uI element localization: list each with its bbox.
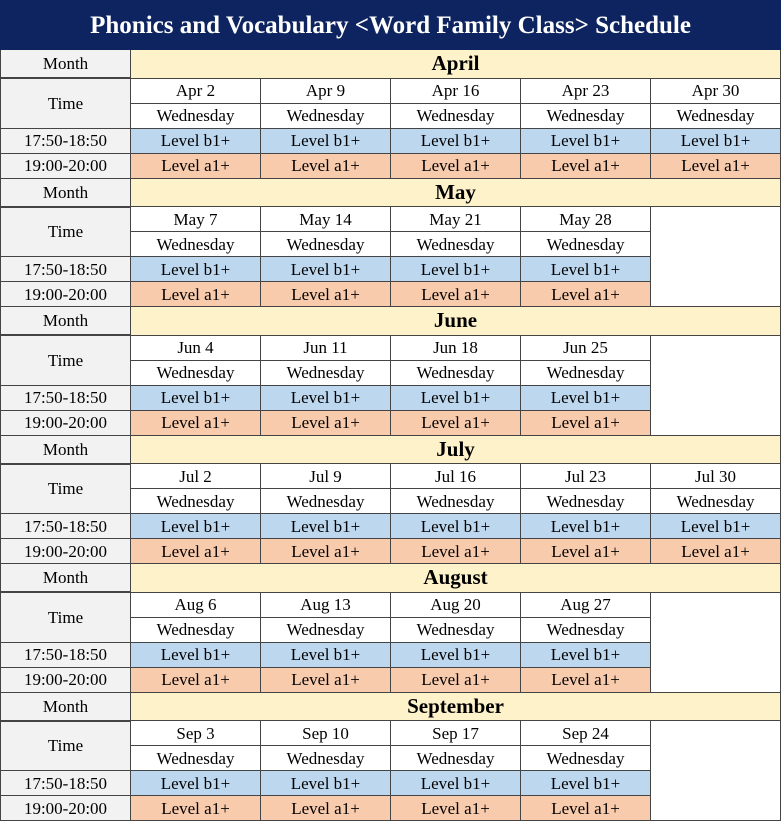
month-label: Month <box>1 692 131 721</box>
level-a1-cell: Level a1+ <box>521 539 651 564</box>
time-slot-b1: 17:50-18:50 <box>1 771 131 796</box>
time-slot-a1: 19:00-20:00 <box>1 796 131 821</box>
weekday-cell: Wednesday <box>131 232 261 257</box>
weekday-cell: Wednesday <box>391 489 521 514</box>
level-b1-cell: Level b1+ <box>391 642 521 667</box>
date-cell: Sep 17 <box>391 721 521 746</box>
date-row <box>1 464 781 489</box>
level-b1-cell: Level b1+ <box>131 385 261 410</box>
month-label: Month <box>1 307 131 336</box>
date-cell: Jun 4 <box>131 335 261 360</box>
level-b1-cell: Level b1+ <box>261 128 391 153</box>
level-a1-cell: Level a1+ <box>131 282 261 307</box>
date-row <box>1 335 781 360</box>
level-a1-cell: Level a1+ <box>521 796 651 821</box>
empty-cell <box>651 207 781 307</box>
weekday-cell: Wednesday <box>521 617 651 642</box>
weekday-cell: Wednesday <box>131 617 261 642</box>
level-a1-cell: Level a1+ <box>261 796 391 821</box>
weekday-cell: Wednesday <box>391 617 521 642</box>
time-slot-a1: 19:00-20:00 <box>1 667 131 692</box>
date-cell: Apr 23 <box>521 78 651 103</box>
date-cell: May 28 <box>521 207 651 232</box>
date-cell: May 14 <box>261 207 391 232</box>
date-cell: Apr 9 <box>261 78 391 103</box>
weekday-cell: Wednesday <box>261 746 391 771</box>
weekday-cell: Wednesday <box>391 103 521 128</box>
weekday-cell: Wednesday <box>521 489 651 514</box>
level-b1-row <box>1 514 781 539</box>
level-a1-cell: Level a1+ <box>521 667 651 692</box>
level-a1-row <box>1 539 781 564</box>
date-cell: May 21 <box>391 207 521 232</box>
time-label: Time <box>1 592 131 642</box>
level-b1-cell: Level b1+ <box>521 128 651 153</box>
level-a1-cell: Level a1+ <box>261 410 391 435</box>
level-b1-cell: Level b1+ <box>261 257 391 282</box>
date-cell: Jul 23 <box>521 464 651 489</box>
level-b1-row <box>1 128 781 153</box>
level-a1-cell: Level a1+ <box>131 539 261 564</box>
date-cell: Sep 3 <box>131 721 261 746</box>
date-row <box>1 592 781 617</box>
level-b1-cell: Level b1+ <box>261 771 391 796</box>
empty-cell <box>651 721 781 821</box>
time-slot-b1: 17:50-18:50 <box>1 385 131 410</box>
date-cell: Jul 9 <box>261 464 391 489</box>
date-row <box>1 78 781 103</box>
level-a1-cell: Level a1+ <box>651 153 781 178</box>
level-a1-cell: Level a1+ <box>131 667 261 692</box>
level-a1-cell: Level a1+ <box>261 282 391 307</box>
month-header-row <box>1 307 781 336</box>
level-b1-cell: Level b1+ <box>651 514 781 539</box>
date-cell: Apr 30 <box>651 78 781 103</box>
level-a1-cell: Level a1+ <box>391 796 521 821</box>
weekday-cell: Wednesday <box>261 489 391 514</box>
level-b1-cell: Level b1+ <box>521 514 651 539</box>
level-b1-cell: Level b1+ <box>131 771 261 796</box>
level-a1-cell: Level a1+ <box>521 282 651 307</box>
level-b1-cell: Level b1+ <box>391 771 521 796</box>
weekday-cell: Wednesday <box>261 232 391 257</box>
date-cell: Jun 11 <box>261 335 391 360</box>
date-cell: Jul 2 <box>131 464 261 489</box>
date-cell: Aug 27 <box>521 592 651 617</box>
date-row <box>1 207 781 232</box>
weekday-cell: Wednesday <box>261 103 391 128</box>
empty-cell <box>651 592 781 692</box>
empty-cell <box>651 335 781 435</box>
weekday-cell: Wednesday <box>261 360 391 385</box>
time-label: Time <box>1 78 131 128</box>
level-a1-cell: Level a1+ <box>261 667 391 692</box>
level-b1-cell: Level b1+ <box>521 257 651 282</box>
level-a1-cell: Level a1+ <box>391 539 521 564</box>
time-label: Time <box>1 721 131 771</box>
level-a1-cell: Level a1+ <box>521 153 651 178</box>
level-a1-cell: Level a1+ <box>261 539 391 564</box>
date-cell: Apr 2 <box>131 78 261 103</box>
weekday-cell: Wednesday <box>521 360 651 385</box>
month-header-row <box>1 692 781 721</box>
weekday-cell: Wednesday <box>131 746 261 771</box>
month-label: Month <box>1 50 131 79</box>
time-slot-b1: 17:50-18:50 <box>1 642 131 667</box>
month-name: June <box>131 307 781 336</box>
date-cell: Jun 18 <box>391 335 521 360</box>
date-row <box>1 721 781 746</box>
level-b1-cell: Level b1+ <box>521 642 651 667</box>
level-b1-cell: Level b1+ <box>261 385 391 410</box>
time-label: Time <box>1 207 131 257</box>
weekday-cell: Wednesday <box>261 617 391 642</box>
time-slot-b1: 17:50-18:50 <box>1 257 131 282</box>
level-b1-cell: Level b1+ <box>391 514 521 539</box>
time-slot-a1: 19:00-20:00 <box>1 282 131 307</box>
level-a1-row <box>1 153 781 178</box>
weekday-cell: Wednesday <box>391 746 521 771</box>
date-cell: Jul 30 <box>651 464 781 489</box>
level-b1-cell: Level b1+ <box>521 771 651 796</box>
month-name: May <box>131 178 781 207</box>
level-b1-cell: Level b1+ <box>391 385 521 410</box>
weekday-cell: Wednesday <box>131 489 261 514</box>
month-header-row <box>1 50 781 79</box>
level-b1-cell: Level b1+ <box>391 128 521 153</box>
level-b1-cell: Level b1+ <box>131 257 261 282</box>
time-slot-a1: 19:00-20:00 <box>1 410 131 435</box>
weekday-cell: Wednesday <box>651 103 781 128</box>
level-a1-cell: Level a1+ <box>391 667 521 692</box>
date-cell: Aug 20 <box>391 592 521 617</box>
month-name: April <box>131 50 781 79</box>
month-header-row <box>1 435 781 464</box>
level-a1-cell: Level a1+ <box>391 410 521 435</box>
level-b1-cell: Level b1+ <box>521 385 651 410</box>
time-slot-b1: 17:50-18:50 <box>1 128 131 153</box>
level-b1-cell: Level b1+ <box>131 514 261 539</box>
weekday-cell: Wednesday <box>391 360 521 385</box>
weekday-cell: Wednesday <box>521 103 651 128</box>
month-name: August <box>131 564 781 593</box>
weekday-cell: Wednesday <box>131 103 261 128</box>
weekday-cell: Wednesday <box>521 746 651 771</box>
time-label: Time <box>1 464 131 514</box>
month-header-row <box>1 178 781 207</box>
level-a1-cell: Level a1+ <box>261 153 391 178</box>
month-header-row <box>1 564 781 593</box>
level-a1-cell: Level a1+ <box>521 410 651 435</box>
month-label: Month <box>1 178 131 207</box>
time-slot-a1: 19:00-20:00 <box>1 539 131 564</box>
month-label: Month <box>1 564 131 593</box>
level-a1-cell: Level a1+ <box>131 410 261 435</box>
date-cell: Sep 10 <box>261 721 391 746</box>
page-title: Phonics and Vocabulary <Word Family Class> Schedule <box>1 1 781 50</box>
weekday-cell: Wednesday <box>521 232 651 257</box>
date-cell: Aug 6 <box>131 592 261 617</box>
level-a1-cell: Level a1+ <box>651 539 781 564</box>
level-a1-cell: Level a1+ <box>131 153 261 178</box>
level-a1-cell: Level a1+ <box>391 153 521 178</box>
level-a1-cell: Level a1+ <box>391 282 521 307</box>
weekday-cell: Wednesday <box>651 489 781 514</box>
time-label: Time <box>1 335 131 385</box>
level-a1-cell: Level a1+ <box>131 796 261 821</box>
date-cell: Jun 25 <box>521 335 651 360</box>
level-b1-cell: Level b1+ <box>651 128 781 153</box>
date-cell: Aug 13 <box>261 592 391 617</box>
date-cell: Sep 24 <box>521 721 651 746</box>
level-b1-cell: Level b1+ <box>261 642 391 667</box>
level-b1-cell: Level b1+ <box>131 128 261 153</box>
level-b1-cell: Level b1+ <box>131 642 261 667</box>
time-slot-a1: 19:00-20:00 <box>1 153 131 178</box>
weekday-cell: Wednesday <box>391 232 521 257</box>
month-label: Month <box>1 435 131 464</box>
month-name: July <box>131 435 781 464</box>
date-cell: Apr 16 <box>391 78 521 103</box>
month-name: September <box>131 692 781 721</box>
level-b1-cell: Level b1+ <box>261 514 391 539</box>
date-cell: May 7 <box>131 207 261 232</box>
level-b1-cell: Level b1+ <box>391 257 521 282</box>
time-slot-b1: 17:50-18:50 <box>1 514 131 539</box>
weekday-cell: Wednesday <box>131 360 261 385</box>
date-cell: Jul 16 <box>391 464 521 489</box>
